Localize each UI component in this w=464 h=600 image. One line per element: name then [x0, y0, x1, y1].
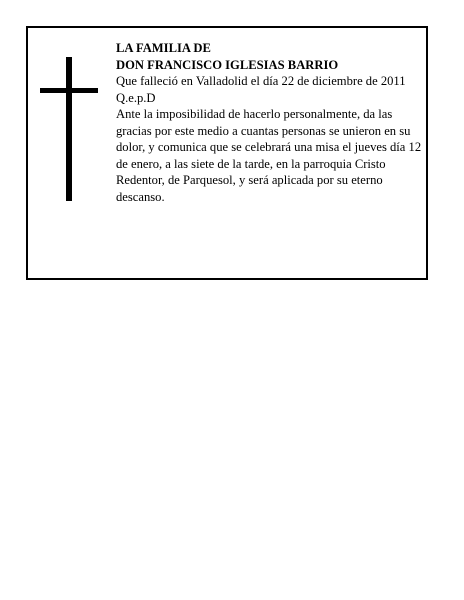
notice-text — [116, 40, 422, 205]
death-statement: Que falleció en Valladolid el día 22 de diciembre de 2011 — [116, 74, 406, 88]
obituary-notice — [26, 26, 428, 280]
notice-body: Ante la imposibilidad de hacerlo personalmente, da las gracias por este medio a cuantas personas se unieron en su dolor, y comunica que se celebrará una misa el jueves día 12 de enero, a las siete de la tarde, en la parroquia Cristo Redentor, de Parquesol, y será aplicada por su eterno descanso. — [116, 107, 422, 204]
heading-line-2: DON FRANCISCO IGLESIAS BARRIO — [116, 57, 339, 72]
heading-line-1: LA FAMILIA DE — [116, 41, 211, 55]
cross-vertical-bar — [66, 57, 72, 201]
cross-icon — [40, 57, 98, 201]
rip-abbreviation: Q.e.p.D — [116, 90, 156, 105]
cross-horizontal-bar — [40, 88, 98, 93]
